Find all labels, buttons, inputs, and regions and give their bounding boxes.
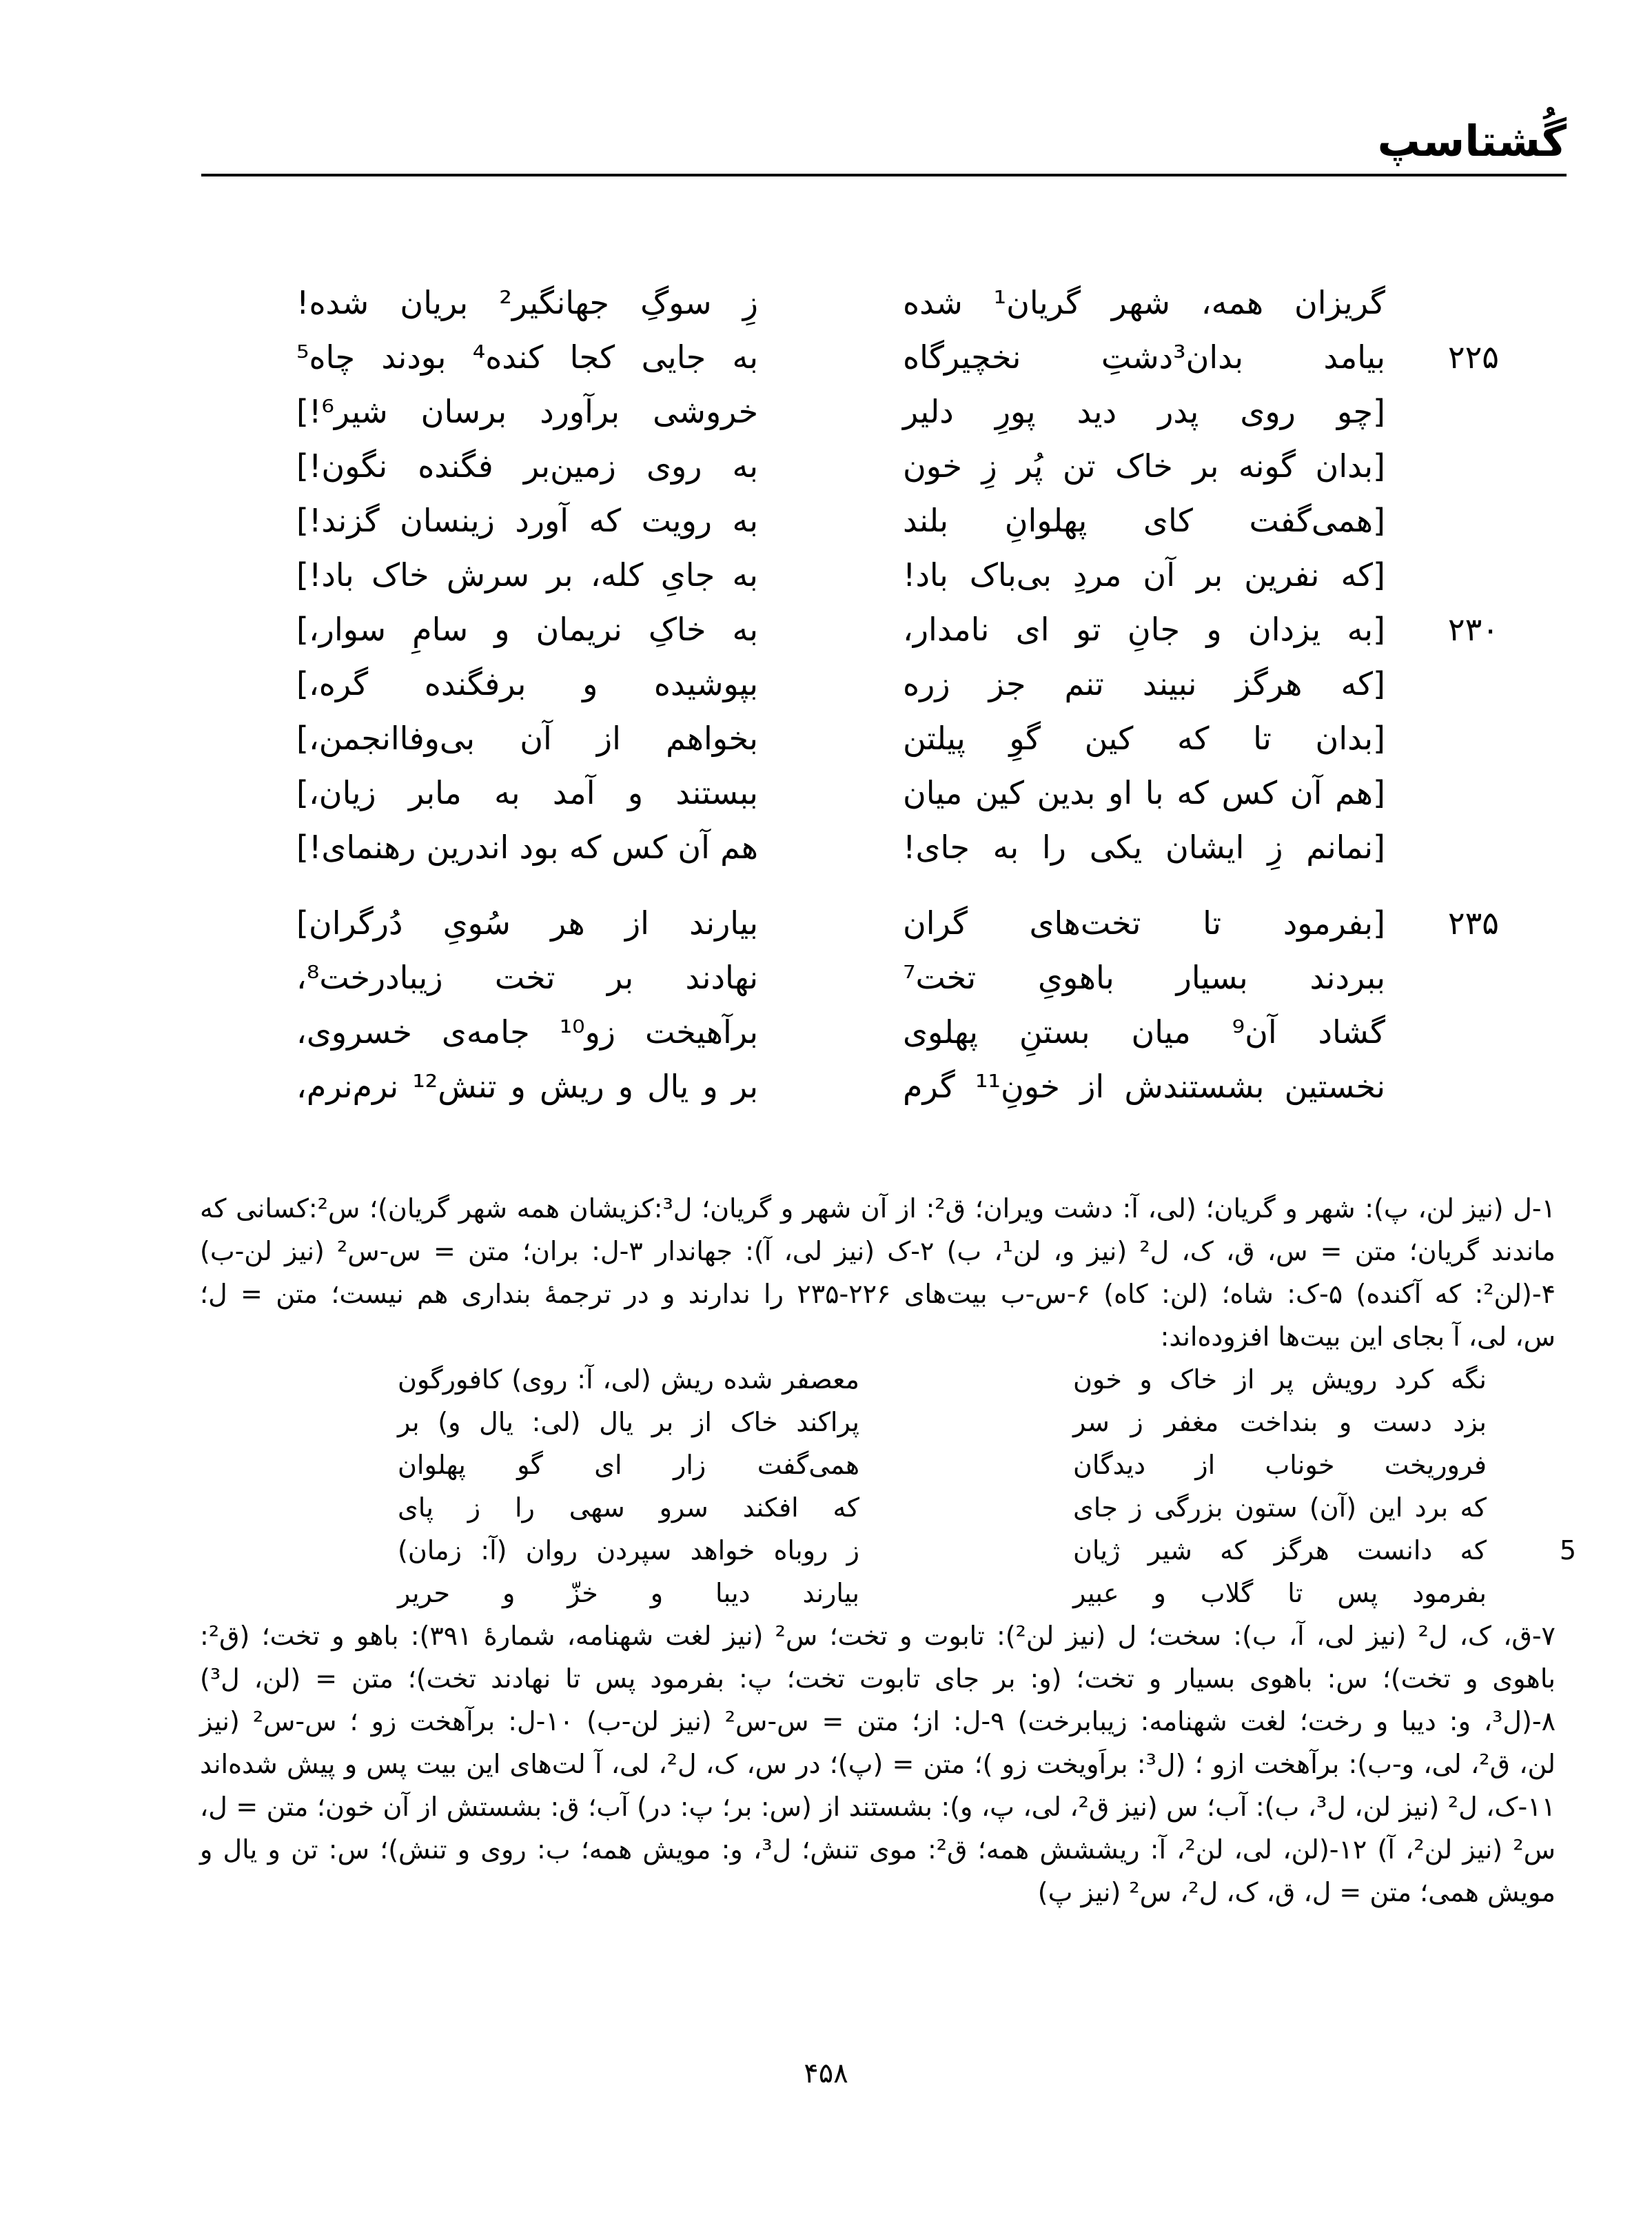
added-verse-row — [200, 1572, 1556, 1614]
hemistich-first: [که هرگز نبیند تنم جز زره — [903, 665, 1385, 702]
hemistich-first: که برد این (آن) ستون بزرگی ز جای — [1073, 1492, 1487, 1523]
hemistich-first: [نمانم زِ ایشان یکی را به جای! — [903, 829, 1385, 866]
hemistich-second: برآهیخت زو¹⁰ جامه‌ی خسروی، — [296, 1013, 758, 1051]
verse-row — [296, 657, 1468, 711]
hemistich-second: به رویت که آورد زینسان گزند!] — [296, 502, 758, 539]
footnote-line: ۴-(لن²: که آکنده) ۵-ک: شاه؛ (لن: کاه) ۶-س-ب بیت‌های ۲۲۶-۲۳۵ را ندارند و در ترجمهٔ بنداری هم نیست؛ متن = ل؛ — [200, 1279, 1556, 1309]
footnote-line: ۸-(ل³، و: دیبا و رخت؛ لغت شهنامه: زیبابرخت) ۹-ل: از؛ متن = س-س² (نیز لن-ب) ۱۰-ل: برآهخت زو ؛ س-س² (نیز — [200, 1706, 1556, 1736]
hemistich-second: زِ سوگِ جهانگیر² بریان شده! — [296, 284, 758, 321]
footnote-line: مویش همی؛ متن = ل، ق، ک، ل²، س² (نیز پ) — [1037, 1877, 1556, 1907]
verse-number: ۲۲۵ — [1447, 338, 1499, 376]
hemistich-first: [همی‌گفت کای پهلوانِ بلند — [903, 502, 1385, 539]
footnotes — [200, 1187, 1576, 1914]
hemistich-first: [بدان تا که کین گوِ پیلتن — [903, 720, 1385, 757]
verse-row — [296, 1060, 1468, 1114]
footnote-line: ۱-ل (نیز لن، پ): شهر و گریان؛ (لی، آ: دشت ویران؛ ق²: از آن شهر و گریان؛ ل³:کزیشان همه شهر گریان)؛ س²:کسانی که — [200, 1193, 1556, 1224]
hemistich-first: ببردند بسیار باهویِ تخت⁷ — [903, 959, 1385, 996]
hemistich-first: [هم آن کس که با او بدین کین میان — [903, 774, 1385, 811]
hemistich-second: به جایِ کله، بر سرش خاک باد!] — [296, 556, 758, 594]
verse-row — [296, 330, 1499, 385]
hemistich-second: ببستند و آمد به مابر زیان،] — [296, 774, 758, 811]
footnote-line: ۱۱-ک، ل² (نیز لن، ل³، ب): آب؛ س (نیز ق²، لی، پ، و): بشستند از (س: بر؛ پ: در) آب؛ ق: بشستش از آن خون؛ متن = ل، — [200, 1792, 1556, 1822]
hemistich-second: به خاکِ نریمان و سامِ سوار،] — [296, 611, 758, 648]
hemistich-second: که افکند سرو سهی را ز پای — [398, 1492, 859, 1523]
hemistich-first: بیامد بدان³دشتِ نخچیرگاه — [903, 338, 1385, 376]
verse-row — [296, 1005, 1468, 1060]
verse-row — [296, 602, 1499, 657]
verse-row — [296, 276, 1468, 330]
hemistich-first: [بفرمود تا تخت‌های گران — [903, 904, 1385, 942]
verse-number: ۲۳۰ — [1447, 611, 1499, 648]
added-verses — [200, 1358, 1576, 1614]
hemistich-first: که دانست هرگز که شیر ژیان — [1073, 1535, 1487, 1566]
hemistich-second: خروشی برآورد برسان شیر⁶!] — [296, 393, 758, 430]
footnote-line: ماندند گریان؛ متن = س، ق، ک، ل² (نیز و، لن¹، ب) ۲-ک (نیز لی، آ): جهاندار ۳-ل: بران؛ متن = س-س² (نیز لن-ب) — [200, 1236, 1556, 1266]
verse-row — [296, 951, 1468, 1005]
footnote-line: س² (نیز لن²، آ) ۱۲-(لن، لی، لن²، آ: ریششش همه؛ ق²: موی تنش؛ ل³، و: مویش همه؛ ب: روی و تنش)؛ س: تن و یال و — [200, 1834, 1556, 1865]
verse-group-1 — [296, 276, 1499, 875]
verse-row — [296, 494, 1468, 548]
hemistich-second: بر و یال و ریش و تنش¹² نرم‌نرم، — [296, 1068, 759, 1105]
hemistich-second: به جایی کجا کنده⁴ بودند چاه⁵ — [296, 338, 759, 376]
hemistich-first: نگه کرد رویش پر از خاک و خون — [1073, 1364, 1487, 1395]
hemistich-second: بیارند از هر سُویِ دُرگران] — [296, 904, 758, 942]
page-number: ۴۵۸ — [804, 2058, 848, 2089]
hemistich-second: بپوشیده و برفگنده گره،] — [296, 665, 758, 702]
footnote-line: لن، ق²، لی، و-ب): برآهخت ازو ؛ (ل³: براَویخت زو )؛ متن = (پ)؛ در س، ک، ل²، لی، آ لت‌های این بیت پس و پیش شده‌اند — [200, 1749, 1556, 1779]
verse-group-2 — [296, 896, 1499, 1114]
hemistich-second: معصفر شده ریش (لی، آ: روی) کافورگون — [398, 1364, 859, 1395]
hemistich-second: نهادند بر تخت زیبادرخت⁸، — [296, 959, 758, 996]
hemistich-first: نخستین بشستندش از خونِ¹¹ گرم — [903, 1068, 1385, 1105]
verse-number: ۲۳۵ — [1447, 904, 1499, 942]
verse-row — [296, 385, 1468, 439]
hemistich-first: گریزان همه، شهر گریان¹ شده — [903, 284, 1385, 321]
hemistich-first: بزد دست و بنداخت مغفر ز سر — [1073, 1407, 1487, 1437]
added-verse-row — [200, 1529, 1576, 1572]
hemistich-first: [که نفرین بر آن مردِ بی‌باک باد! — [903, 556, 1385, 594]
added-verse-number: 5 — [1559, 1535, 1576, 1566]
verse-row — [296, 766, 1468, 820]
added-verse-row — [200, 1358, 1556, 1401]
hemistich-second: پراکند خاک از بر یال (لی: یال و) بر — [398, 1407, 859, 1437]
hemistich-second: هم آن کس که بود اندرین رهنمای!] — [296, 829, 758, 866]
added-verse-row — [200, 1401, 1556, 1443]
hemistich-first: [چو روی پدر دید پورِ دلیر — [903, 393, 1385, 430]
hemistich-second: ز روباه خواهد سپردن روان (آ: زمان) — [398, 1535, 859, 1566]
hemistich-second: به روی زمین‌بر فگنده نگون!] — [296, 447, 758, 485]
hemistich-first: [بدان گونه بر خاک تن پُر زِ خون — [903, 447, 1385, 485]
hemistich-second: بیارند دیبا و خزّ و حریر — [398, 1578, 859, 1608]
hemistich-second: بخواهم از آن بی‌وفاانجمن،] — [296, 720, 758, 757]
added-verse-row — [200, 1443, 1556, 1486]
added-verse-row — [200, 1486, 1556, 1529]
header-divider — [201, 174, 1567, 176]
footnote-line: س، لی، آ بجای این بیت‌ها افزوده‌اند: — [1160, 1321, 1556, 1352]
hemistich-first: [به یزدان و جانِ تو ای نامدار، — [903, 611, 1385, 648]
footnote-line: ۷-ق، ک، ل² (نیز لی، آ، ب): سخت؛ ل (نیز لن²): تابوت و تخت؛ س² (نیز لغت شهنامه، شمارهٔ ۳۹۱): باهو و تخت؛ (ق²: — [200, 1621, 1556, 1651]
footnote-line: باهوی و تخت)؛ س: باهوی بسیار و تخت؛ (و: بر جای تابوت تخت؛ پ: بفرمود پس تا نهادند تخت)؛ متن = (لن، ل³) — [200, 1663, 1556, 1694]
verse-row — [296, 548, 1468, 602]
verse-row — [296, 896, 1499, 951]
page-header-title: گُشتاسپ — [1377, 116, 1567, 166]
hemistich-second: همی‌گفت زار ای گو پهلوان — [398, 1450, 859, 1480]
verse-row — [296, 711, 1468, 766]
hemistich-first: فروریخت خوناب از دیدگان — [1073, 1450, 1487, 1480]
hemistich-first: بفرمود پس تا گلاب و عبیر — [1073, 1578, 1487, 1608]
verse-row — [296, 439, 1468, 494]
hemistich-first: گشاد آن⁹ میان بستنِ پهلوی — [903, 1013, 1385, 1051]
verse-row — [296, 820, 1468, 875]
